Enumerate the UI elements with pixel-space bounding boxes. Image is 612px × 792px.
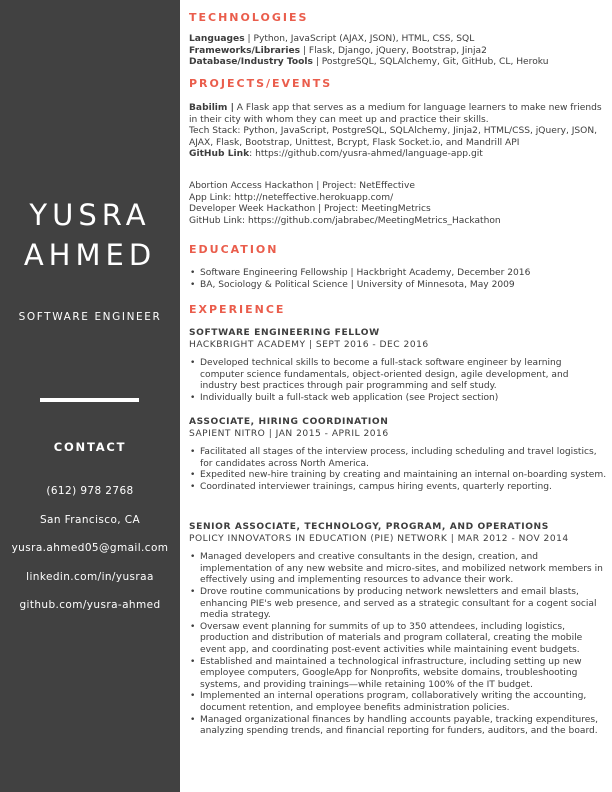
job-pie: [189, 522, 607, 738]
job-bullet: • Drove routine communications by producing network newsletters and email blasts, enhancing PIE's web presence, and served as a strategic consultant for a cogent social media strategy.: [200, 587, 607, 622]
location: San Francisco, CA: [39, 514, 141, 526]
job-subtitle: SAPIENT NITRO | JAN 2015 - APRIL 2016: [189, 428, 389, 439]
event-line: Developer Week Hackathon | Project: MeetingMetrics: [189, 204, 431, 215]
job-bullet: • Oversaw event planning for summits of up to 350 attendees, including logistics, production and distribution of materials and program collateral, creating the mobile event app, and coordinating post-event activities while maintaining event budgets.: [200, 622, 607, 657]
education-title: EDUCATION: [189, 243, 279, 256]
event-link[interactable]: GitHub Link: https://github.com/jabrabec/MeetingMetrics_Hackathon: [189, 215, 501, 226]
technologies-section: [189, 34, 607, 69]
project-desc: A Flask app that serves as a medium for language learners to make new friends in their city with whom they can meet up and practice their skills.: [189, 103, 602, 125]
tech-label: Database/Industry Tools: [189, 57, 313, 68]
tech-stack: Tech Stack: Python, JavaScript, PostgreSQL, SQLAlchemy, Jinja2, HTML/CSS, jQuery, JSON, AJAX, Flask, Bootstrap, Unittest, Bcrypt, Flask Socket.io, and Mandrill API: [189, 126, 598, 148]
tech-text: | PostgreSQL, SQLAlchemy, Git, GitHub, CL, Heroku: [312, 57, 549, 68]
experience-title: EXPERIENCE: [189, 303, 286, 316]
job-bullet: • Managed organizational finances by handling accounts payable, tracking expenditures, analyzing spending trends, and financial reporting for funders, auditors, and the board.: [200, 715, 607, 738]
job-title: SOFTWARE ENGINEERING FELLOW: [189, 328, 380, 338]
babilim-link[interactable]: [189, 149, 607, 161]
job-title: ASSOCIATE, HIRING COORDINATION: [189, 417, 389, 427]
contact-heading: CONTACT: [53, 440, 127, 454]
job-bullet: • Developed technical skills to become a full-stack software engineer by learning computer science fundamentals, object-oriented design, agile development, and industry best practices through pair programming and self study.: [200, 358, 607, 393]
babilim-desc: [189, 103, 607, 126]
event-link[interactable]: App Link: http://neteffective.herokuapp.com/: [189, 192, 394, 203]
job-sapient: [189, 417, 607, 494]
education-section: [189, 268, 607, 291]
job-bullet: • Implemented an internal operations program, collaboratively writing the accounting, document retention, and employee benefits administration policies.: [200, 691, 607, 714]
job-role: SOFTWARE ENGINEER: [18, 311, 162, 323]
tech-line: [189, 57, 607, 69]
tech-label: Languages: [189, 34, 245, 44]
job-bullet: • Facilitated all stages of the interview process, including scheduling and travel logistics, for candidates across North America.: [200, 447, 607, 470]
tech-line: [189, 34, 607, 46]
project-name: Babilim |: [189, 103, 234, 113]
job-bullet: • Established and maintained a technological infrastructure, including setting up new employee computers, GoogleApp for Nonprofits, website domains, troubleshooting systems, and providing trainings—while retaining 100% of the IT budget.: [200, 657, 607, 692]
job-bullet: • Expedited new-hire training by creating and maintaining an internal on-boarding system.: [200, 470, 607, 482]
linkedin-link[interactable]: linkedin.com/in/yusraa: [26, 571, 154, 583]
job-subtitle: POLICY INNOVATORS IN EDUCATION (PIE) NETWORK | MAR 2012 - NOV 2014: [189, 533, 569, 544]
job-bullet: • Individually built a full-stack web application (see Project section): [200, 393, 607, 405]
first-name: YUSRA: [29, 198, 151, 232]
tech-text: | Python, JavaScript (AJAX, JSON), HTML, CSS, SQL: [244, 34, 475, 44]
divider: [40, 398, 139, 402]
tech-label: Frameworks/Libraries: [189, 45, 301, 56]
link-url[interactable]: : https://github.com/yusra-ahmed/language-app.git: [249, 149, 483, 160]
link-label: GitHub Link: [189, 149, 250, 160]
babilim-project: [189, 103, 607, 161]
phone: (612) 978 2768: [46, 485, 134, 497]
job-title: SENIOR ASSOCIATE, TECHNOLOGY, PROGRAM, AND OPERATIONS: [189, 522, 549, 532]
education-item: • BA, Sociology & Political Science | University of Minnesota, May 2009: [200, 280, 607, 292]
tech-text: | Flask, Django, jQuery, Bootstrap, Jinja2: [300, 45, 487, 56]
tech-line: [189, 46, 607, 58]
github-link[interactable]: github.com/yusra-ahmed: [19, 599, 161, 611]
job-bullet: • Managed developers and creative consultants in the design, creation, and implementation of any new website and micro-sites, and mobilized network members in effectively using and implementing resources to advance their work.: [200, 552, 607, 587]
job-hackbright: [189, 328, 607, 405]
event-line: Abortion Access Hackathon | Project: NetEffective: [189, 181, 415, 191]
job-subtitle: HACKBRIGHT ACADEMY | SEPT 2016 - DEC 2016: [189, 339, 429, 350]
technologies-title: TECHNOLOGIES: [189, 11, 309, 24]
last-name: AHMED: [23, 238, 157, 272]
sidebar: [0, 0, 180, 792]
projects-title: PROJECTS/EVENTS: [189, 77, 333, 90]
job-bullet: • Coordinated interviewer trainings, campus hiring events, quarterly reporting.: [200, 482, 607, 494]
education-item: • Software Engineering Fellowship | Hackbright Academy, December 2016: [200, 268, 607, 280]
email-link[interactable]: yusra.ahmed05@gmail.com: [11, 542, 169, 554]
events-section: [189, 181, 607, 227]
